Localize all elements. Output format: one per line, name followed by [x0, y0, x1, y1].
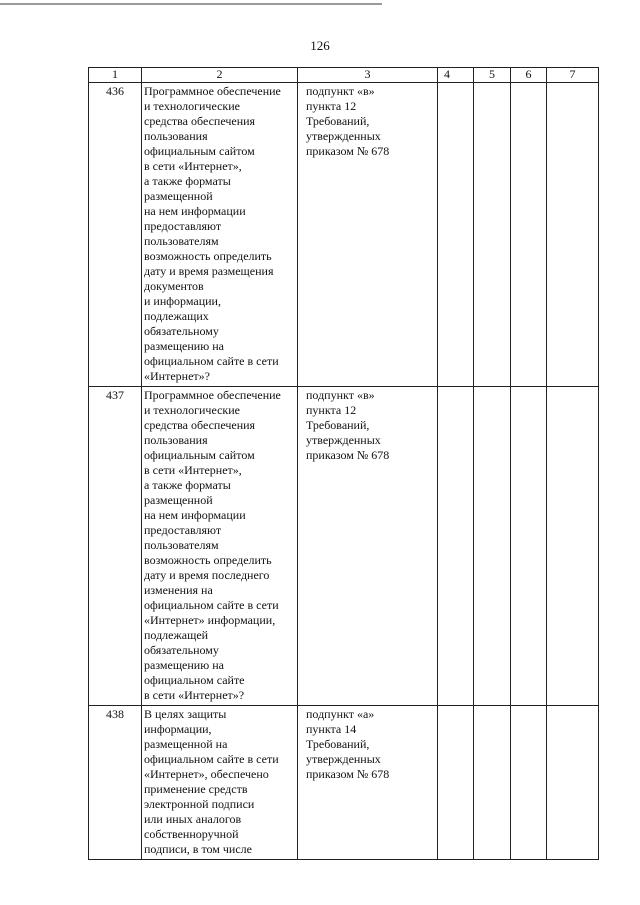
question-line: а также форматы — [144, 478, 231, 492]
table-row — [89, 83, 599, 387]
question-line: подписи, в том числе — [144, 842, 252, 856]
question-line: применение средств — [144, 782, 248, 796]
reference-line: приказом № 678 — [306, 144, 390, 158]
row-number: 436 — [89, 83, 142, 387]
question-line: возможность определить — [144, 249, 272, 263]
reference-line: подпункт «в» — [306, 84, 375, 98]
row-number: 438 — [89, 706, 142, 860]
question-line: а также форматы — [144, 174, 231, 188]
answer-cell-4 — [438, 83, 474, 387]
question-line: официальном сайте — [144, 673, 245, 687]
question-line: официальном сайте в сети — [144, 354, 279, 368]
reference-line: Требований, — [306, 418, 370, 432]
reference-line: Требований, — [306, 737, 370, 751]
header-cell-2: 2 — [142, 68, 298, 83]
question-line: размещению на — [144, 339, 224, 353]
reference-cell — [298, 387, 438, 706]
header-cell-6: 6 — [511, 68, 547, 83]
question-line: на нем информации — [144, 204, 246, 218]
reference-line: пункта 14 — [306, 722, 357, 736]
question-line: обязательному — [144, 324, 219, 338]
question-line: собственноручной — [144, 827, 239, 841]
question-line: и информации, — [144, 294, 221, 308]
header-cell-5: 5 — [474, 68, 511, 83]
header-row — [89, 68, 599, 83]
question-line: официальным сайтом — [144, 144, 255, 158]
question-line: официальном сайте в сети — [144, 752, 279, 766]
header-cell-3: 3 — [298, 68, 438, 83]
answer-cell-4 — [438, 706, 474, 860]
question-line: Программное обеспечение — [144, 84, 281, 98]
answer-cell-6 — [511, 706, 547, 860]
question-line: документов — [144, 279, 204, 293]
reference-line: пункта 12 — [306, 403, 357, 417]
reference-line: утвержденных — [306, 433, 381, 447]
question-line: и технологические — [144, 403, 240, 417]
question-cell — [142, 387, 298, 706]
reference-cell — [298, 706, 438, 860]
question-line: В целях защиты — [144, 707, 227, 721]
question-line: пользования — [144, 129, 208, 143]
answer-cell-5 — [474, 706, 511, 860]
reference-cell — [298, 83, 438, 387]
header-cell-1: 1 — [89, 68, 142, 83]
reference-line: приказом № 678 — [306, 767, 390, 781]
question-line: дату и время размещения — [144, 264, 274, 278]
reference-line: Требований, — [306, 114, 370, 128]
reference-line: подпункт «в» — [306, 388, 375, 402]
question-line: в сети «Интернет», — [144, 159, 242, 173]
question-line: «Интернет», обеспечено — [144, 767, 269, 781]
question-line: пользования — [144, 433, 208, 447]
question-cell — [142, 83, 298, 387]
question-line: в сети «Интернет»? — [144, 688, 245, 702]
reference-line: утвержденных — [306, 129, 381, 143]
question-line: или иных аналогов — [144, 812, 242, 826]
header-cell-7: 7 — [547, 68, 599, 83]
question-line: «Интернет»? — [144, 369, 210, 383]
checklist-table — [88, 67, 599, 860]
header-cell-4: 4 — [438, 68, 474, 83]
question-line: электронной подписи — [144, 797, 255, 811]
question-line: предоставляют — [144, 523, 222, 537]
question-line: на нем информации — [144, 508, 246, 522]
question-line: пользователям — [144, 234, 219, 248]
question-cell — [142, 706, 298, 860]
question-line: подлежащих — [144, 309, 209, 323]
question-line: возможность определить — [144, 553, 272, 567]
answer-cell-4 — [438, 387, 474, 706]
reference-line: подпункт «а» — [306, 707, 375, 721]
answer-cell-6 — [511, 83, 547, 387]
answer-cell-7 — [547, 706, 599, 860]
row-number: 437 — [89, 387, 142, 706]
page-number: 126 — [310, 38, 330, 53]
answer-cell-5 — [474, 387, 511, 706]
question-line: размещенной — [144, 189, 213, 203]
question-line: размещенной на — [144, 737, 228, 751]
table-row — [89, 387, 599, 706]
question-line: дату и время последнего — [144, 568, 270, 582]
question-line: информации, — [144, 722, 212, 736]
question-line: официальным сайтом — [144, 448, 255, 462]
question-line: Программное обеспечение — [144, 388, 281, 402]
reference-line: утвержденных — [306, 752, 381, 766]
answer-cell-5 — [474, 83, 511, 387]
question-line: «Интернет» информации, — [144, 613, 276, 627]
answer-cell-7 — [547, 387, 599, 706]
question-line: изменения на — [144, 583, 213, 597]
reference-line: приказом № 678 — [306, 448, 390, 462]
question-line: средства обеспечения — [144, 418, 256, 432]
question-line: размещенной — [144, 493, 213, 507]
question-line: пользователям — [144, 538, 219, 552]
question-line: в сети «Интернет», — [144, 463, 242, 477]
question-line: обязательному — [144, 643, 219, 657]
question-line: и технологические — [144, 99, 240, 113]
table-row — [89, 706, 599, 860]
question-line: официальном сайте в сети — [144, 598, 279, 612]
question-line: подлежащей — [144, 628, 209, 642]
scan-edge-line — [0, 3, 382, 5]
answer-cell-7 — [547, 83, 599, 387]
reference-line: пункта 12 — [306, 99, 357, 113]
answer-cell-6 — [511, 387, 547, 706]
question-line: средства обеспечения — [144, 114, 256, 128]
table-body — [89, 83, 599, 860]
question-line: размещению на — [144, 658, 224, 672]
question-line: предоставляют — [144, 219, 222, 233]
